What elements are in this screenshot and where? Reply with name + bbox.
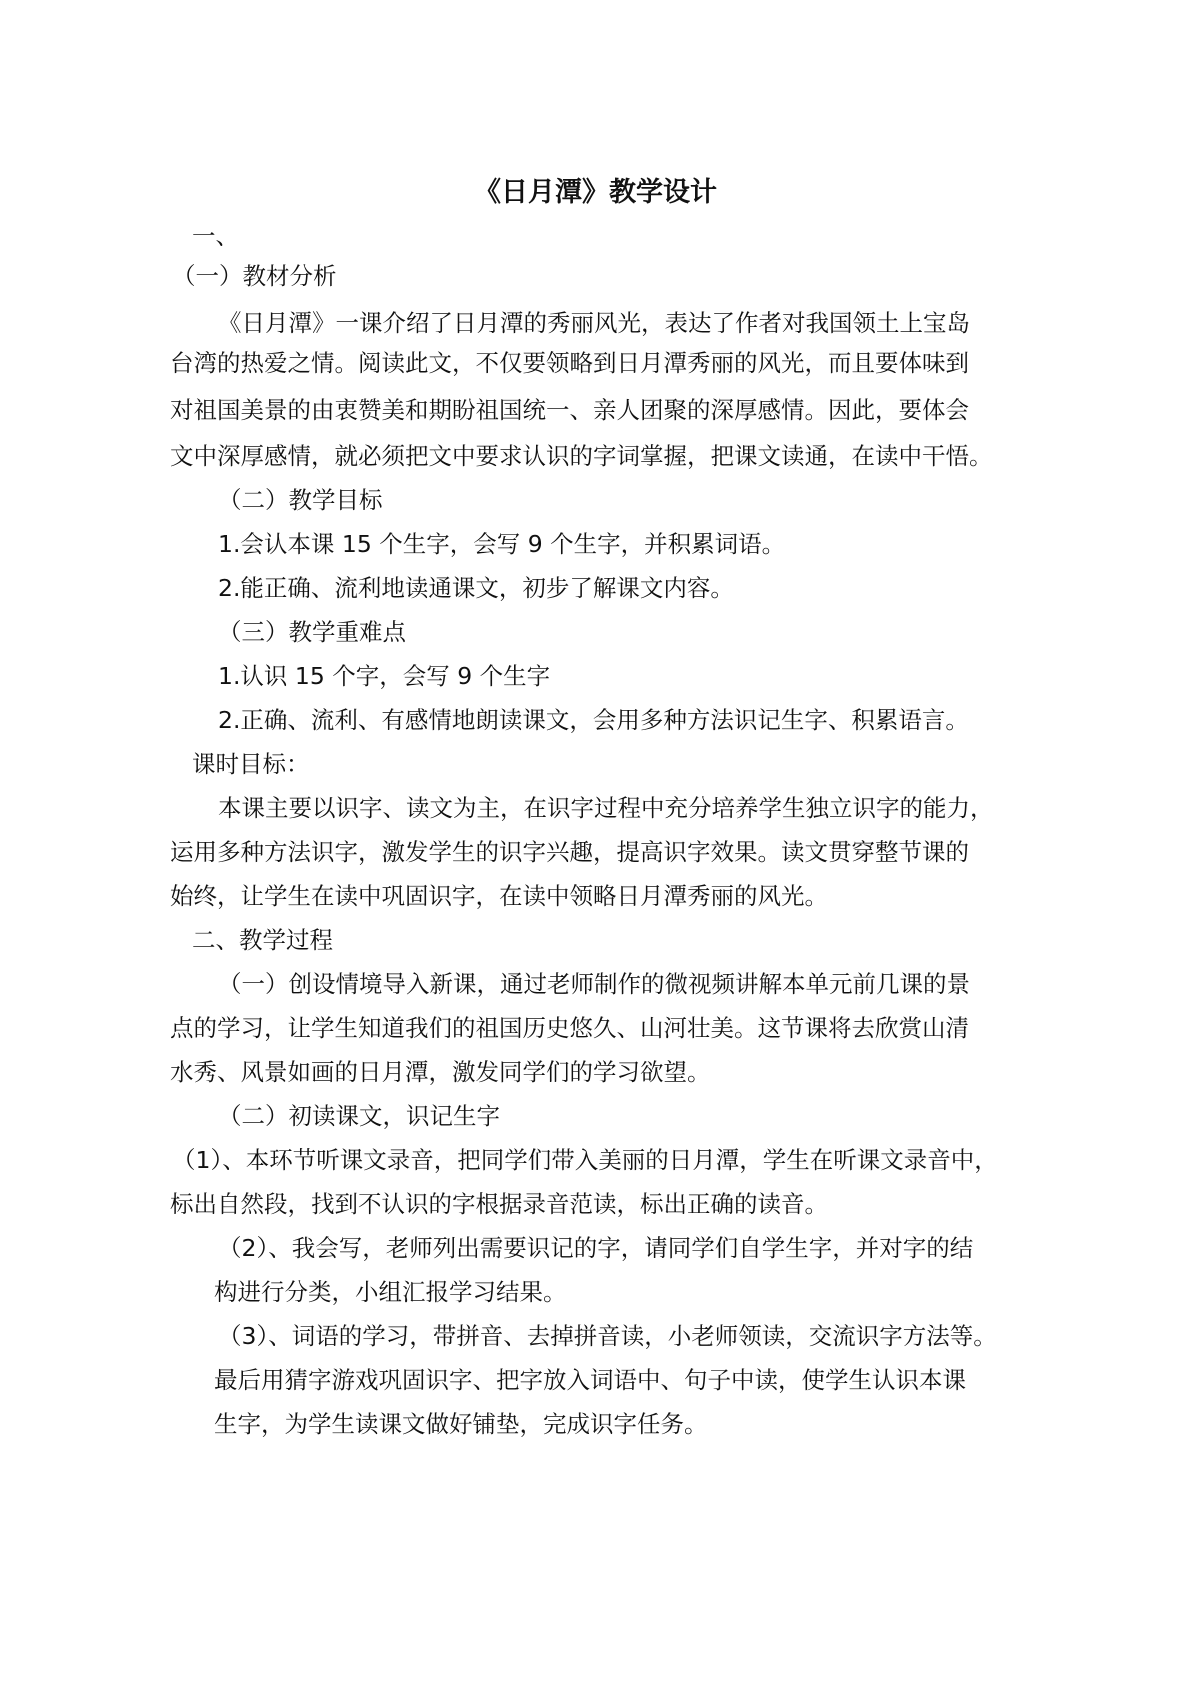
paragraph-line: 运用多种方法识字，激发学生的识字兴趣，提高识字效果。读文贯穿整节课的	[170, 838, 969, 866]
document-title: 《日月潭》教学设计	[474, 177, 717, 208]
goal-item: 2.能正确、流利地读通课文，初步了解课文内容。	[218, 574, 734, 602]
paragraph-line: （一）创设情境导入新课，通过老师制作的微视频讲解本单元前几课的景	[218, 970, 970, 998]
subheading-first-reading: （二）初读课文，识记生字	[218, 1102, 500, 1130]
paragraph-line: 文中深厚感情，就必须把文中要求认识的字词掌握，把课文读通，在读中干悟。	[170, 442, 993, 470]
paragraph-line: 点的学习，让学生知道我们的祖国历史悠久、山河壮美。这节课将去欣赏山清	[170, 1014, 969, 1042]
subheading-lesson-goals: 课时目标：	[192, 750, 310, 778]
step-line: （1）、本环节听课文录音，把同学们带入美丽的日月潭，学生在听课文录音中，	[172, 1146, 998, 1174]
step-line: 最后用猜字游戏巩固识字、把字放入词语中、句子中读，使学生认识本课	[214, 1366, 966, 1394]
paragraph-line: 台湾的热爱之情。阅读此文，不仅要领略到日月潭秀丽的风光，而且要体味到	[170, 349, 969, 377]
subheading-key-points: （三）教学重难点	[218, 618, 406, 646]
paragraph-line: 始终，让学生在读中巩固识字，在读中领略日月潭秀丽的风光。	[170, 882, 828, 910]
key-point-item: 1.认识 15 个字，会写 9 个生字	[218, 662, 551, 690]
paragraph-line: 本课主要以识字、读文为主，在识字过程中充分培养学生独立识字的能力，	[218, 794, 994, 822]
subheading-teaching-goals: （二）教学目标	[218, 486, 383, 514]
paragraph-line: 对祖国美景的由衷赞美和期盼祖国统一、亲人团聚的深厚感情。因此，要体会	[170, 396, 969, 424]
subheading-textbook-analysis: （一）教材分析	[172, 262, 337, 290]
step-line: （3）、词语的学习，带拼音、去掉拼音读，小老师领读，交流识字方法等。	[218, 1322, 997, 1350]
goal-item: 1.会认本课 15 个生字，会写 9 个生字，并积累词语。	[218, 530, 786, 558]
section-heading-two: 二、教学过程	[192, 926, 333, 954]
key-point-item: 2.正确、流利、有感情地朗读课文，会用多种方法识记生字、积累语言。	[218, 706, 969, 734]
step-line: 标出自然段，找到不认识的字根据录音范读，标出正确的读音。	[170, 1190, 828, 1218]
step-line: （2）、我会写，老师列出需要识记的字，请同学们自学生字，并对字的结	[218, 1234, 974, 1262]
section-heading-one: 一、	[192, 222, 239, 250]
step-line: 构进行分类，小组汇报学习结果。	[214, 1278, 567, 1306]
paragraph-line: 水秀、风景如画的日月潭，激发同学们的学习欲望。	[170, 1058, 711, 1086]
paragraph-line: 《日月潭》一课介绍了日月潭的秀丽风光，表达了作者对我国领土上宝岛	[218, 309, 970, 337]
step-line: 生字，为学生读课文做好铺垫，完成识字任务。	[214, 1410, 708, 1438]
